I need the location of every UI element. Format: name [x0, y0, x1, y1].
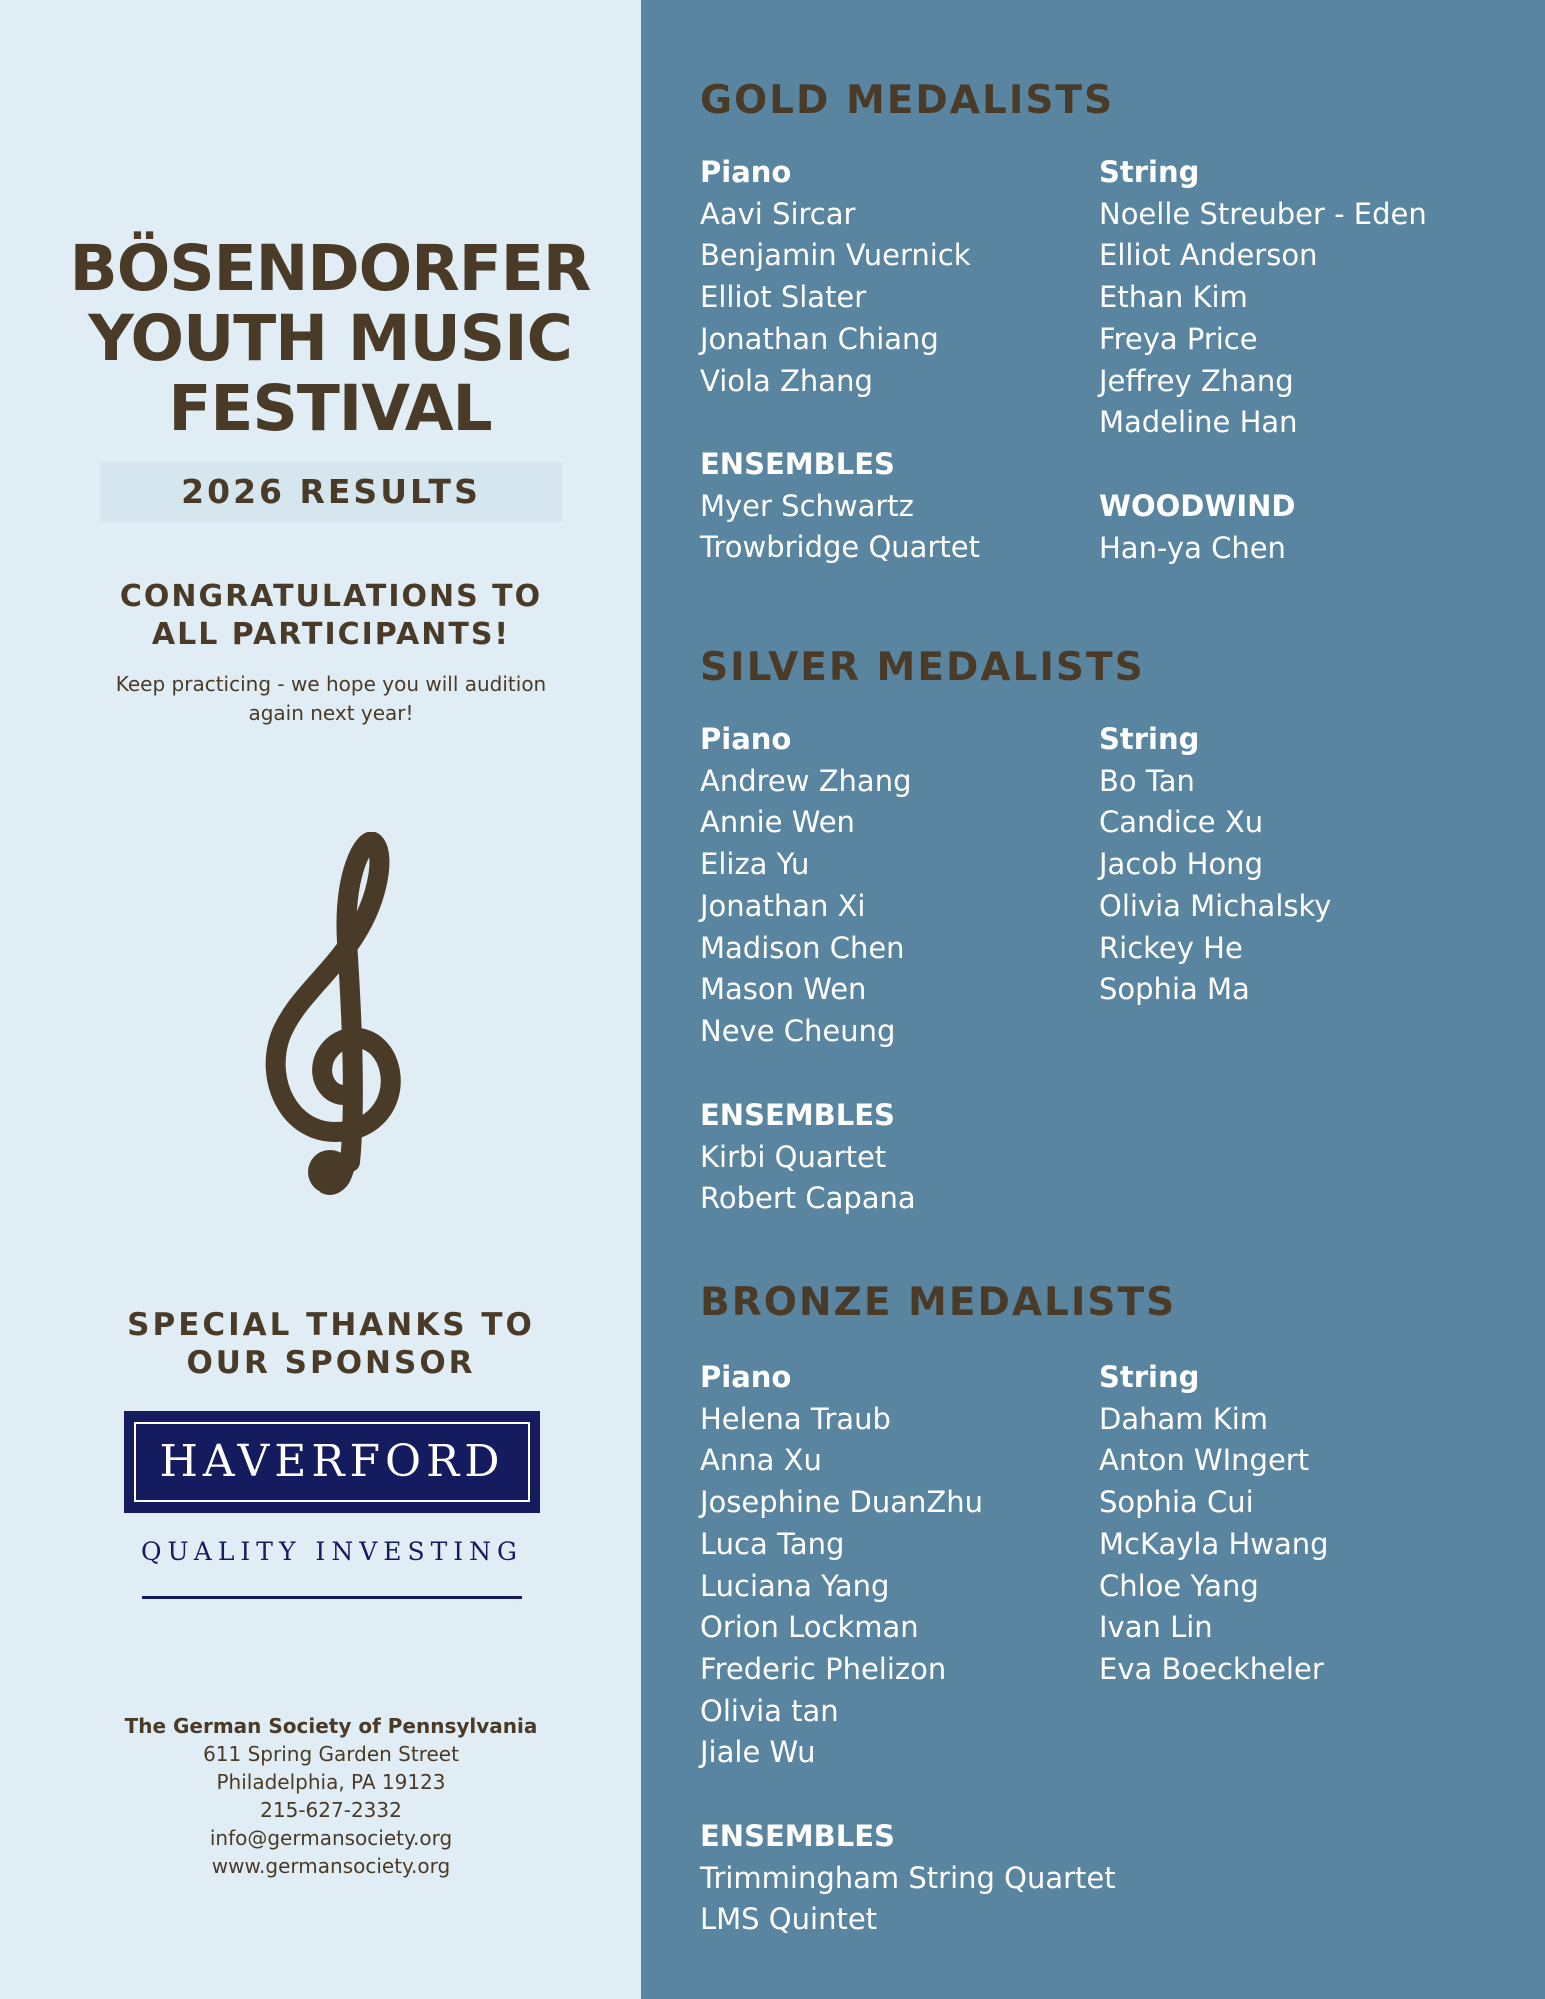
bronze-medalists-heading: BRONZE MEDALISTS	[700, 1280, 1177, 1325]
list-item: Andrew Zhang	[700, 763, 912, 798]
congrats-line: ALL PARTICIPANTS!	[151, 617, 511, 652]
list-item: Madeline Han	[1099, 405, 1298, 440]
list-item: Trimmingham String Quartet	[700, 1860, 1116, 1895]
list-item: Anna Xu	[700, 1443, 822, 1478]
keep-line: Keep practicing - we hope you will audition	[115, 672, 547, 696]
sponsor-underline	[142, 1596, 522, 1599]
list-item: Ivan Lin	[1099, 1610, 1213, 1645]
thanks-line: OUR SPONSOR	[186, 1345, 476, 1381]
list-item: Madison Chen	[700, 930, 905, 965]
list-item: Freya Price	[1099, 321, 1258, 356]
thanks-line: SPECIAL THANKS TO	[127, 1307, 535, 1343]
list-item: Elliot Anderson	[1099, 238, 1318, 273]
congrats-line: CONGRATULATIONS TO	[119, 579, 543, 614]
list-item: Josephine DuanZhu	[700, 1485, 984, 1520]
category-heading: String	[1099, 1360, 1200, 1394]
organization-address	[0, 1712, 662, 1880]
results-badge: 2026 RESULTS	[100, 462, 562, 522]
org-name: The German Society of Pennsylvania	[124, 1714, 538, 1738]
list-item: Olivia tan	[700, 1693, 839, 1728]
gold-woodwind-list	[1099, 486, 1296, 569]
gold-medalists-heading: GOLD MEDALISTS	[700, 78, 1115, 123]
list-item: Annie Wen	[700, 805, 855, 840]
list-item: Neve Cheung	[700, 1013, 896, 1048]
list-item: Jiale Wu	[700, 1735, 816, 1770]
category-heading: Piano	[700, 1360, 792, 1394]
list-item: Viola Zhang	[700, 363, 873, 398]
list-item: Candice Xu	[1099, 805, 1264, 840]
category-heading: Piano	[700, 155, 792, 189]
list-item: Luciana Yang	[700, 1568, 890, 1603]
list-item: Benjamin Vuernick	[700, 238, 971, 273]
list-item: Rickey He	[1099, 930, 1243, 965]
list-item: Daham Kim	[1099, 1401, 1269, 1436]
gold-piano-list	[700, 152, 971, 402]
list-item: Noelle Streuber - Eden	[1099, 196, 1427, 231]
bronze-ensembles-list	[700, 1816, 1116, 1941]
title-line: BÖSENDORFER	[69, 232, 591, 305]
category-heading: String	[1099, 155, 1200, 189]
list-item: Eva Boeckheler	[1099, 1651, 1324, 1686]
festival-title	[0, 234, 660, 444]
congrats-heading	[0, 578, 662, 654]
list-item: Bo Tan	[1099, 763, 1195, 798]
list-item: Elliot Slater	[700, 280, 867, 315]
silver-piano-list	[700, 719, 912, 1053]
keep-line: again next year!	[248, 701, 414, 725]
title-line: FESTIVAL	[168, 372, 492, 445]
keep-practicing-text	[0, 670, 662, 728]
list-item: Chloe Yang	[1099, 1568, 1259, 1603]
list-item: Anton WIngert	[1099, 1443, 1310, 1478]
org-phone: 215-627-2332	[260, 1798, 402, 1822]
sponsor-tagline: QUALITY INVESTING	[140, 1537, 524, 1566]
sponsor-logo-name: HAVERFORD	[134, 1422, 530, 1502]
list-item: McKayla Hwang	[1099, 1526, 1329, 1561]
list-item: Olivia Michalsky	[1099, 888, 1332, 923]
list-item: Ethan Kim	[1099, 280, 1248, 315]
list-item: Jonathan Xi	[700, 888, 866, 923]
silver-medalists-heading: SILVER MEDALISTS	[700, 645, 1145, 690]
list-item: Eliza Yu	[700, 847, 810, 882]
list-item: Sophia Ma	[1099, 972, 1250, 1007]
left-panel	[0, 0, 641, 1999]
list-item: LMS Quintet	[700, 1902, 878, 1937]
category-heading: String	[1099, 722, 1200, 756]
list-item: Sophia Cui	[1099, 1485, 1254, 1520]
category-heading: ENSEMBLES	[700, 447, 895, 481]
category-heading: WOODWIND	[1099, 489, 1296, 523]
title-line: YOUTH MUSIC	[88, 302, 572, 375]
list-item: Helena Traub	[700, 1401, 891, 1436]
treble-clef-icon	[255, 832, 415, 1202]
category-heading: ENSEMBLES	[700, 1098, 895, 1132]
list-item: Jonathan Chiang	[700, 321, 939, 356]
category-heading: Piano	[700, 722, 792, 756]
list-item: Robert Capana	[700, 1181, 916, 1216]
org-city: Philadelphia, PA 19123	[216, 1770, 446, 1794]
category-heading: ENSEMBLES	[700, 1819, 895, 1853]
silver-ensembles-list	[700, 1095, 916, 1220]
org-email: info@germansociety.org	[209, 1826, 453, 1850]
org-street: 611 Spring Garden Street	[203, 1742, 459, 1766]
list-item: Han-ya Chen	[1099, 530, 1286, 565]
list-item: Luca Tang	[700, 1526, 845, 1561]
list-item: Orion Lockman	[700, 1610, 919, 1645]
sponsor-thanks-heading	[0, 1306, 662, 1382]
sponsor-logo	[124, 1411, 540, 1513]
list-item: Myer Schwartz	[700, 488, 914, 523]
list-item: Kirbi Quartet	[700, 1139, 887, 1174]
list-item: Jeffrey Zhang	[1099, 363, 1294, 398]
list-item: Aavi Sircar	[700, 196, 856, 231]
gold-string-list	[1099, 152, 1427, 444]
list-item: Frederic Phelizon	[700, 1651, 947, 1686]
gold-ensembles-list	[700, 444, 980, 569]
silver-string-list	[1099, 719, 1331, 1011]
org-website: www.germansociety.org	[211, 1854, 451, 1878]
list-item: Trowbridge Quartet	[700, 530, 980, 565]
list-item: Jacob Hong	[1099, 847, 1263, 882]
bronze-piano-list	[700, 1357, 983, 1774]
list-item: Mason Wen	[700, 972, 867, 1007]
bronze-string-list	[1099, 1357, 1329, 1691]
